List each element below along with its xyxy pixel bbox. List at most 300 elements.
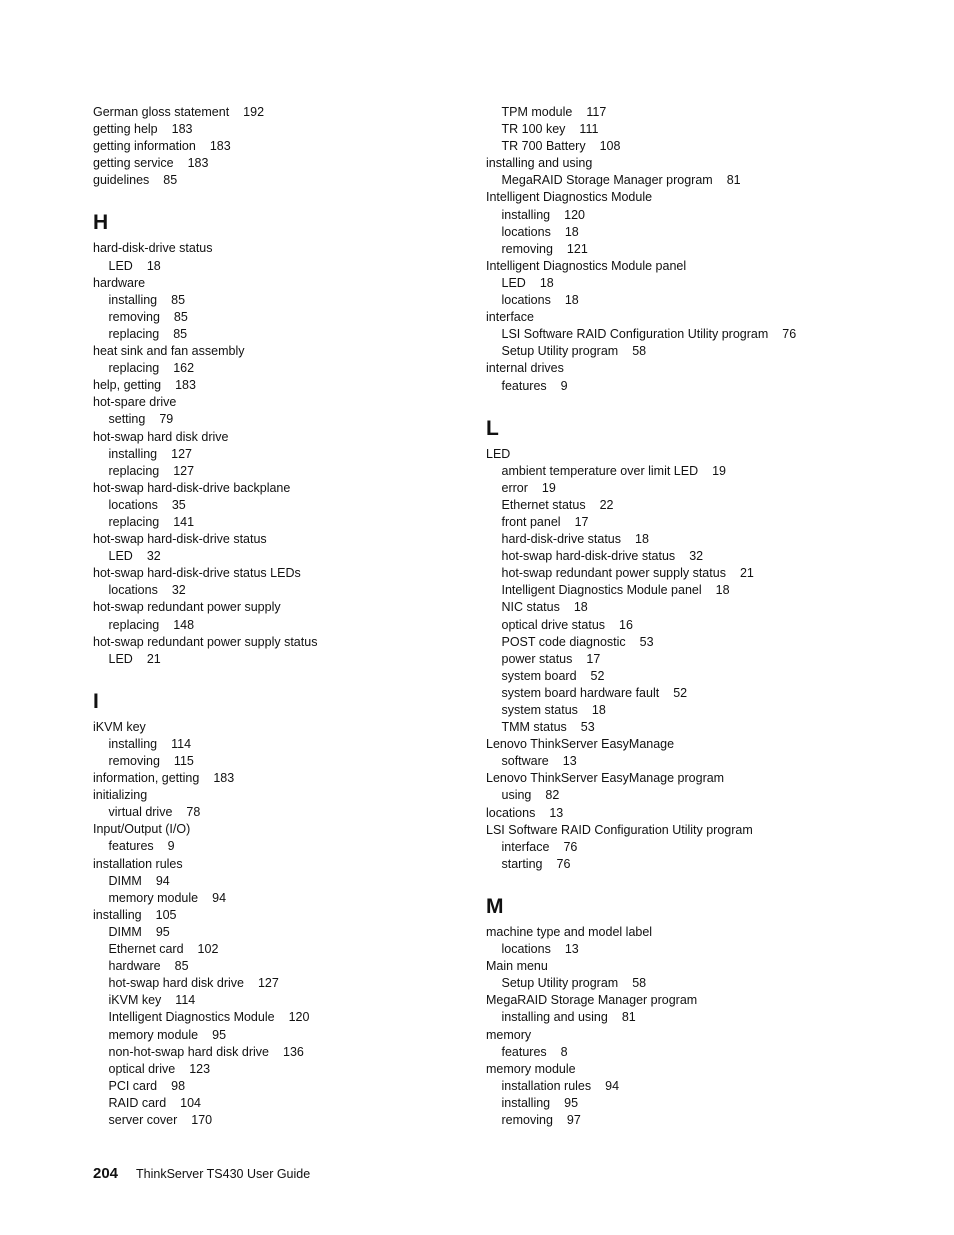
index-term: hot-swap redundant power supply status <box>93 634 318 649</box>
index-subentry <box>486 207 866 224</box>
page-reference: 95 <box>212 1027 227 1042</box>
index-term: interface <box>501 839 550 854</box>
index-term: hot-swap redundant power supply status <box>501 566 726 581</box>
page-footer <box>93 1165 310 1182</box>
page-reference: 18 <box>573 600 588 615</box>
index-term: system status <box>501 703 578 717</box>
index-term: Intelligent Diagnostics Module panel <box>501 583 702 598</box>
index-term: MegaRAID Storage Manager program <box>486 993 698 1008</box>
index-subentry <box>93 446 473 463</box>
page-reference: 183 <box>209 139 231 154</box>
index-term: information, getting <box>93 771 200 786</box>
index-entry <box>93 155 473 172</box>
index-term: hardware <box>93 275 146 290</box>
index-term: Ethernet status <box>501 497 586 512</box>
index-term: removing <box>501 241 553 256</box>
page-reference: 53 <box>639 634 654 649</box>
page-reference: 18 <box>564 293 579 308</box>
index-term: LED <box>108 549 133 564</box>
page-reference: 19 <box>712 463 727 478</box>
page-reference: 18 <box>539 275 554 290</box>
page-reference: 183 <box>187 156 209 171</box>
index-entry <box>486 446 866 463</box>
index-entry <box>486 155 866 172</box>
index-term: starting <box>501 856 543 871</box>
document-title: ThinkServer TS430 User Guide <box>136 1167 311 1181</box>
index-term: hot-swap hard disk drive <box>108 976 244 991</box>
page-reference: 52 <box>590 668 605 683</box>
page-reference: 127 <box>173 463 195 478</box>
index-term: front panel <box>501 514 561 529</box>
index-term: Setup Utility program <box>501 344 619 359</box>
index-entry <box>93 565 473 582</box>
index-term: software <box>501 754 549 769</box>
index-entry <box>93 172 473 189</box>
index-subentry <box>486 1078 866 1095</box>
index-term: guidelines <box>93 173 150 188</box>
index-subentry <box>486 975 866 992</box>
index-term: LED <box>501 275 526 290</box>
section-letter-m: M <box>486 894 504 918</box>
index-subentry <box>93 326 473 343</box>
page-reference: 114 <box>171 736 192 751</box>
index-entry <box>93 907 473 924</box>
index-term: system board <box>501 668 577 683</box>
index-term: hot-swap hard disk drive <box>93 429 229 444</box>
section-letter-l: L <box>486 416 499 440</box>
index-entry <box>93 770 473 787</box>
index-subentry <box>93 804 473 821</box>
page-reference: 97 <box>566 1112 581 1127</box>
page-reference: 115 <box>173 754 194 768</box>
index-term: hot-swap hard-disk-drive backplane <box>93 480 291 495</box>
index-term: replacing <box>108 463 160 478</box>
index-term: power status <box>501 651 573 666</box>
index-term: MegaRAID Storage Manager program <box>501 173 713 188</box>
index-subentry <box>486 787 866 804</box>
index-term: installing <box>108 292 158 307</box>
page-reference: 32 <box>171 583 186 598</box>
index-term: hard-disk-drive status <box>501 532 621 547</box>
index-subentry <box>486 275 866 292</box>
page-reference: 85 <box>163 173 178 188</box>
index-term: server cover <box>108 1112 178 1127</box>
index-term: replacing <box>108 617 160 632</box>
index-term: setting <box>108 412 146 427</box>
page-reference: 183 <box>213 771 235 786</box>
index-term: LED <box>486 446 511 461</box>
index-term: optical drive status <box>501 617 606 632</box>
index-term: installing and using <box>486 156 593 171</box>
index-term: removing <box>501 1112 553 1127</box>
index-term: RAID card <box>108 1095 167 1110</box>
index-entry <box>93 429 473 446</box>
page-reference: 16 <box>619 617 633 632</box>
index-entry <box>486 805 866 822</box>
index-entry <box>93 104 473 121</box>
index-term: POST code diagnostic <box>501 634 626 649</box>
index-term: replacing <box>108 326 160 341</box>
index-term: non-hot-swap hard disk drive <box>108 1044 269 1059</box>
index-term: installation rules <box>501 1078 592 1093</box>
section-letter-i: I <box>93 689 99 713</box>
index-subentry <box>93 753 473 770</box>
index-subentry <box>486 463 866 480</box>
index-entry <box>93 787 473 804</box>
index-term: heat sink and fan assembly <box>93 344 245 359</box>
index-term: memory module <box>486 1061 576 1076</box>
page-reference: 18 <box>146 258 161 273</box>
index-subentry <box>93 975 473 992</box>
index-term: removing <box>108 754 160 768</box>
index-subentry <box>486 582 866 599</box>
index-term: virtual drive <box>108 805 173 820</box>
index-entry <box>486 822 866 839</box>
page-reference: 183 <box>175 378 196 393</box>
page-reference: 32 <box>689 549 704 564</box>
index-term: hot-spare drive <box>93 395 177 410</box>
index-term: getting help <box>93 122 158 137</box>
page-reference: 123 <box>189 1061 211 1076</box>
index-term: features <box>501 378 547 393</box>
index-subentry <box>486 941 866 958</box>
index-subentry <box>93 497 473 514</box>
index-entry <box>93 275 473 292</box>
page-reference: 85 <box>171 292 186 307</box>
index-term: features <box>501 1044 547 1059</box>
index-subentry <box>486 1095 866 1112</box>
index-term: initializing <box>93 788 148 803</box>
index-subentry <box>486 685 866 702</box>
index-term: ambient temperature over limit LED <box>501 463 699 478</box>
index-subentry <box>486 1112 866 1129</box>
index-entry <box>486 360 866 377</box>
page-reference: 21 <box>146 651 161 666</box>
index-term: machine type and model label <box>486 924 653 939</box>
index-term: installing <box>108 446 158 461</box>
index-subentry <box>486 753 866 770</box>
index-term: Lenovo ThinkServer EasyManage program <box>486 771 725 786</box>
index-subentry <box>93 958 473 975</box>
index-subentry <box>93 1078 473 1095</box>
index-column-right <box>486 104 866 1129</box>
index-entry <box>486 992 866 1009</box>
index-term: NIC status <box>501 600 560 615</box>
index-term: hot-swap hard-disk-drive status <box>93 532 267 547</box>
page-reference: 94 <box>212 890 227 905</box>
index-subentry <box>93 463 473 480</box>
page-reference: 79 <box>159 412 174 427</box>
index-subentry <box>93 992 473 1009</box>
index-term: Intelligent Diagnostics Module panel <box>486 258 687 273</box>
page-reference: 127 <box>171 446 192 461</box>
index-subentry <box>93 1009 473 1026</box>
index-subentry <box>486 104 866 121</box>
page-reference: 117 <box>586 105 607 119</box>
page-reference: 21 <box>739 566 754 581</box>
index-subentry <box>486 634 866 651</box>
index-term: hot-swap hard-disk-drive status LEDs <box>93 566 301 581</box>
index-subentry <box>93 292 473 309</box>
index-subentry <box>93 411 473 428</box>
page-reference: 9 <box>167 839 175 854</box>
index-entry <box>486 1027 866 1044</box>
page-reference: 85 <box>173 309 188 324</box>
index-entry <box>93 856 473 873</box>
index-entry <box>486 258 866 275</box>
index-term: TMM status <box>501 720 567 735</box>
page-reference: 98 <box>171 1078 186 1093</box>
index-subentry <box>486 668 866 685</box>
index-term: hard-disk-drive status <box>93 241 213 256</box>
page-reference: 58 <box>632 344 647 359</box>
page-reference: 17 <box>586 651 601 666</box>
page-reference: 18 <box>591 703 606 717</box>
index-term: DIMM <box>108 873 142 888</box>
page-reference: 13 <box>564 942 579 957</box>
page-reference: 183 <box>171 122 193 137</box>
index-term: PCI card <box>108 1078 158 1093</box>
index-subentry <box>486 719 866 736</box>
page-reference: 95 <box>564 1095 579 1110</box>
index-subentry <box>486 343 866 360</box>
index-term: LED <box>108 651 133 666</box>
index-term: German gloss statement <box>93 105 230 119</box>
index-term: locations <box>108 583 158 598</box>
index-term: memory module <box>108 890 199 905</box>
index-term: memory module <box>108 1027 199 1042</box>
index-subentry <box>93 873 473 890</box>
page-reference: 13 <box>562 754 577 769</box>
index-entry <box>93 599 473 616</box>
index-subentry <box>486 292 866 309</box>
page-reference: 81 <box>726 173 741 188</box>
index-entry <box>93 377 473 394</box>
index-term: Intelligent Diagnostics Module <box>108 1010 275 1025</box>
index-subentry <box>486 1009 866 1026</box>
index-subentry <box>93 360 473 377</box>
page-reference: 120 <box>564 207 585 222</box>
page-reference: 148 <box>173 617 195 632</box>
index-entry <box>486 736 866 753</box>
index-term: installing <box>501 207 551 222</box>
page-reference: 78 <box>186 805 201 820</box>
index-entry <box>486 309 866 326</box>
index-subentry <box>486 224 866 241</box>
page-reference: 19 <box>541 480 556 495</box>
index-term: Input/Output (I/O) <box>93 822 191 837</box>
index-term: installing <box>93 907 142 922</box>
index-subentry <box>93 651 473 668</box>
page-reference: 114 <box>175 993 196 1008</box>
page-reference: 120 <box>288 1010 310 1025</box>
page-reference: 13 <box>549 805 564 820</box>
index-subentry <box>486 326 866 343</box>
page-reference: 85 <box>173 326 188 341</box>
index-entry <box>486 924 866 941</box>
index-term: interface <box>486 310 534 325</box>
index-subentry <box>486 378 866 395</box>
index-subentry <box>486 565 866 582</box>
index-subentry <box>486 617 866 634</box>
index-term: installing and using <box>501 1010 608 1025</box>
page-reference: 141 <box>173 514 195 529</box>
index-term: replacing <box>108 514 160 529</box>
index-subentry <box>93 1061 473 1078</box>
index-term: locations <box>486 805 536 820</box>
index-entry <box>486 189 866 206</box>
index-subentry <box>93 548 473 565</box>
index-subentry <box>93 941 473 958</box>
index-subentry <box>486 651 866 668</box>
index-entry <box>93 343 473 360</box>
index-term: LSI Software RAID Configuration Utility program <box>486 822 753 837</box>
page-reference: 76 <box>556 856 571 871</box>
page-reference: 18 <box>635 532 649 547</box>
page-reference: 95 <box>155 924 170 939</box>
page-reference: 192 <box>243 105 265 119</box>
index-subentry <box>486 497 866 514</box>
index-term: TR 700 Battery <box>501 139 586 154</box>
page-reference: 53 <box>580 720 595 735</box>
index-term: Ethernet card <box>108 942 184 957</box>
index-subentry <box>486 241 866 258</box>
index-subentry <box>486 548 866 565</box>
page-reference: 18 <box>715 583 730 598</box>
index-subentry <box>486 599 866 616</box>
index-subentry <box>486 121 866 138</box>
index-subentry <box>486 172 866 189</box>
index-term: using <box>501 788 532 803</box>
page-reference: 32 <box>146 549 161 564</box>
index-subentry <box>486 514 866 531</box>
page-reference: 102 <box>197 942 219 957</box>
page-reference: 58 <box>632 976 647 991</box>
page-reference: 8 <box>560 1044 568 1059</box>
page-reference: 136 <box>283 1044 304 1059</box>
index-term: memory <box>486 1027 532 1042</box>
index-term: LSI Software RAID Configuration Utility program <box>501 327 769 342</box>
index-subentry <box>486 531 866 548</box>
index-term: Setup Utility program <box>501 976 619 991</box>
index-subentry <box>93 582 473 599</box>
index-subentry <box>93 309 473 326</box>
page-reference: 170 <box>191 1112 213 1127</box>
index-entry <box>93 138 473 155</box>
page-reference: 105 <box>155 907 177 922</box>
page-reference: 127 <box>257 976 279 991</box>
index-entry <box>486 1061 866 1078</box>
index-entry <box>93 821 473 838</box>
page-reference: 18 <box>564 224 579 239</box>
index-subentry <box>93 617 473 634</box>
index-term: features <box>108 839 154 854</box>
section-letter-h: H <box>93 211 109 235</box>
index-subentry <box>486 839 866 856</box>
index-term: optical drive <box>108 1061 176 1076</box>
index-term: Lenovo ThinkServer EasyManage <box>486 737 675 752</box>
index-entry <box>93 719 473 736</box>
page-reference: 85 <box>174 959 189 974</box>
page-reference: 94 <box>605 1078 620 1093</box>
index-subentry <box>93 258 473 275</box>
index-subentry <box>93 1027 473 1044</box>
index-subentry <box>93 838 473 855</box>
index-entry <box>93 240 473 257</box>
index-subentry <box>486 856 866 873</box>
page-reference: 121 <box>566 241 588 256</box>
page-reference: 94 <box>155 873 170 888</box>
index-term: internal drives <box>486 361 564 376</box>
index-term: installing <box>108 736 158 751</box>
index-term: locations <box>501 293 551 308</box>
index-term: replacing <box>108 361 160 376</box>
index-term: error <box>501 480 528 495</box>
index-term: iKVM key <box>108 993 162 1008</box>
index-term: hot-swap hard-disk-drive status <box>501 549 676 564</box>
page-reference: 76 <box>782 327 797 342</box>
index-entry <box>93 480 473 497</box>
index-term: hardware <box>108 959 161 974</box>
index-entry <box>93 531 473 548</box>
index-entry <box>486 958 866 975</box>
page-number: 204 <box>93 1165 119 1182</box>
page-reference: 108 <box>599 139 621 154</box>
index-term: locations <box>501 224 551 239</box>
index-term: Intelligent Diagnostics Module <box>486 190 653 205</box>
page-reference: 111 <box>579 122 599 137</box>
index-term: hot-swap redundant power supply <box>93 600 281 615</box>
index-subentry <box>93 1112 473 1129</box>
index-entry <box>93 121 473 138</box>
page-reference: 76 <box>563 839 578 854</box>
index-subentry <box>93 514 473 531</box>
index-subentry <box>93 1044 473 1061</box>
index-term: installation rules <box>93 856 183 871</box>
index-subentry <box>93 736 473 753</box>
index-term: DIMM <box>108 924 142 939</box>
index-term: locations <box>108 497 158 512</box>
index-term: help, getting <box>93 378 162 393</box>
page-reference: 22 <box>599 497 614 512</box>
index-column-left <box>93 104 473 1129</box>
index-term: LED <box>108 258 133 273</box>
index-term: installing <box>501 1095 551 1110</box>
index-term: getting service <box>93 156 174 171</box>
page-reference: 35 <box>171 497 186 512</box>
page-reference: 17 <box>574 514 589 529</box>
page-reference: 52 <box>673 685 688 700</box>
page-reference: 104 <box>180 1095 202 1110</box>
index-term: getting information <box>93 139 196 154</box>
index-subentry <box>93 924 473 941</box>
index-entry <box>93 394 473 411</box>
index-entry <box>486 770 866 787</box>
index-subentry <box>93 1095 473 1112</box>
index-term: removing <box>108 309 160 324</box>
page-reference: 162 <box>173 361 195 376</box>
index-term: TR 100 key <box>501 122 566 137</box>
index-subentry <box>486 138 866 155</box>
index-term: TPM module <box>501 105 573 119</box>
index-subentry <box>486 702 866 719</box>
index-term: iKVM key <box>93 719 146 734</box>
page-reference: 81 <box>621 1010 636 1025</box>
index-term: system board hardware fault <box>501 685 660 700</box>
index-subentry <box>486 480 866 497</box>
index-subentry <box>93 890 473 907</box>
index-entry <box>93 634 473 651</box>
